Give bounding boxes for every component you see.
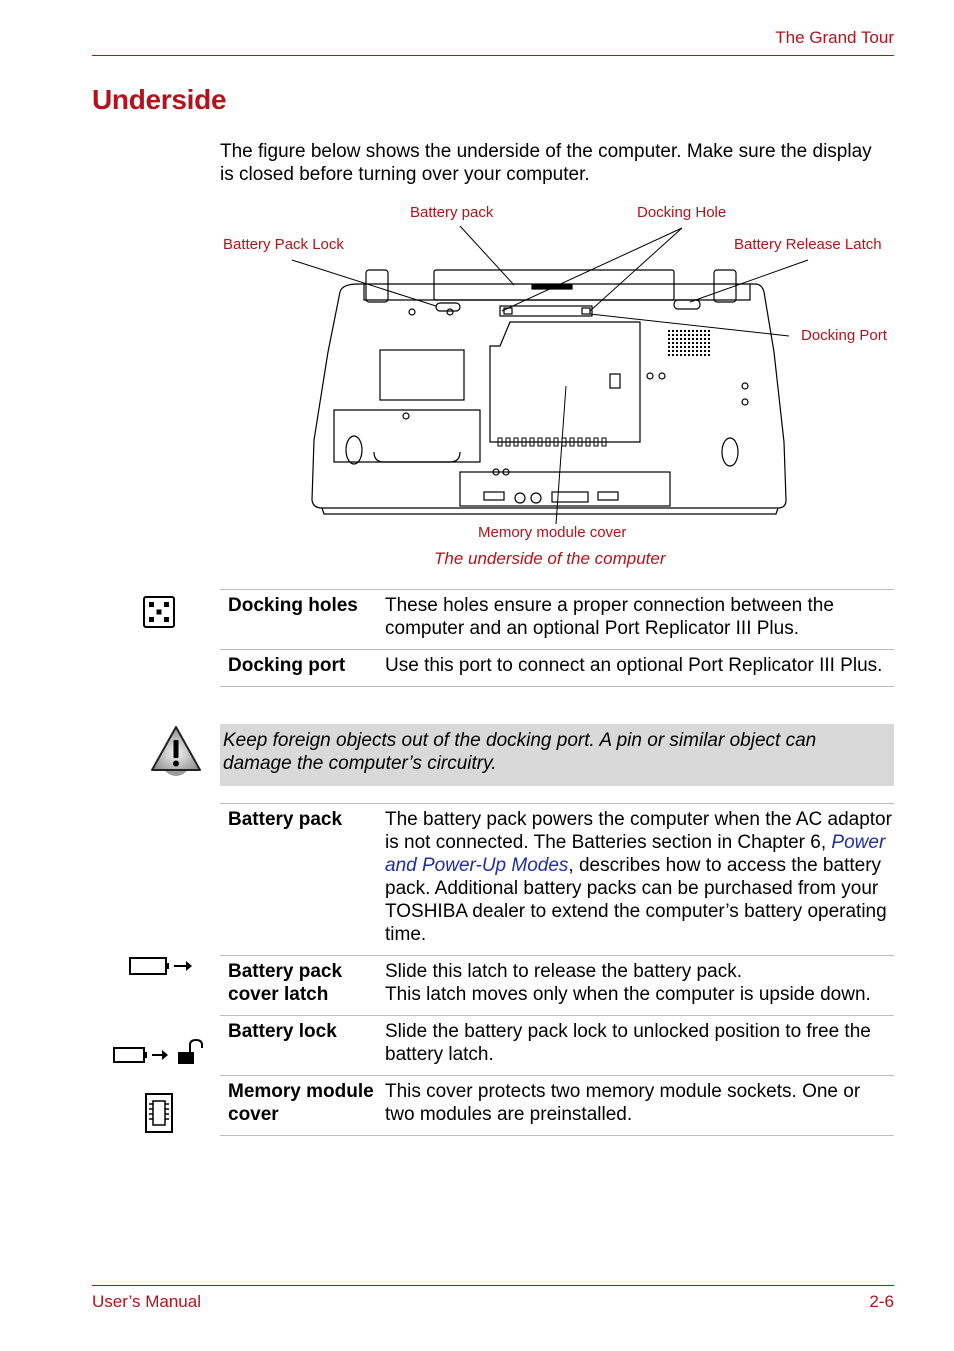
- desc-battery-pack-cover-latch: Slide this latch to release the battery pack. This latch moves only when the computer is upside down.: [385, 956, 894, 1016]
- footer-rule: [92, 1285, 894, 1286]
- battery-memory-table: [220, 803, 894, 1136]
- battery-latch-icon: [128, 955, 194, 982]
- table-row: [220, 956, 894, 1016]
- term-docking-port: Docking port: [220, 650, 385, 687]
- caution-text: Keep foreign objects out of the docking port. A pin or similar object can damage the computer’s circuitry.: [223, 730, 817, 774]
- callout-battery-release-latch: Battery Release Latch: [734, 236, 882, 253]
- docking-holes-icon: [143, 596, 175, 633]
- desc-battery-lock: Slide the battery pack lock to unlocked position to free the battery latch.: [385, 1016, 894, 1076]
- table-row: [220, 650, 894, 687]
- term-battery-lock: Battery lock: [220, 1016, 385, 1076]
- running-header: The Grand Tour: [775, 28, 894, 47]
- desc-memory-module-cover: This cover protects two memory module sockets. One or two modules are preinstalled.: [385, 1076, 894, 1136]
- intro-paragraph: The figure below shows the underside of the computer. Make sure the display is closed before turning over your computer.: [220, 141, 872, 185]
- desc-docking-port: Use this port to connect an optional Port Replicator III Plus.: [385, 650, 894, 687]
- callout-memory-module-cover: Memory module cover: [478, 524, 627, 541]
- table-row: [220, 590, 894, 650]
- callout-leaders: [0, 0, 954, 600]
- callout-battery-pack-lock: Battery Pack Lock: [223, 236, 344, 253]
- callout-battery-pack: Battery pack: [410, 204, 494, 221]
- desc-battery-pack: The battery pack powers the computer when the AC adaptor is not connected. The Batteries section in Chapter 6, Power and Power-Up Modes, describes how to access the battery pack. Additional battery packs can be purchased from your TOSHIBA dealer to extend the computer’s battery operating time.: [385, 804, 894, 956]
- table-row: [220, 1016, 894, 1076]
- footer-manual-title: User’s Manual: [92, 1292, 201, 1311]
- docking-table: [220, 589, 894, 687]
- table-row: [220, 804, 894, 956]
- callout-docking-port: Docking Port: [801, 327, 887, 344]
- page-title: Underside: [92, 84, 227, 115]
- page-number: 2-6: [869, 1292, 894, 1311]
- figure-caption: The underside of the computer: [434, 549, 666, 568]
- term-memory-module-cover: Memory module cover: [220, 1076, 385, 1136]
- caution-note: [220, 724, 894, 786]
- memory-module-icon: [145, 1093, 173, 1138]
- table-row: [220, 1076, 894, 1136]
- term-docking-holes: Docking holes: [220, 590, 385, 650]
- callout-docking-hole: Docking Hole: [637, 204, 727, 221]
- term-battery-pack: Battery pack: [220, 804, 385, 956]
- caution-triangle-icon: [150, 724, 202, 781]
- term-battery-pack-cover-latch: Battery pack cover latch: [220, 956, 385, 1016]
- battery-unlock-icon: [112, 1038, 206, 1071]
- desc-docking-holes: These holes ensure a proper connection between the computer and an optional Port Replicator III Plus.: [385, 590, 894, 650]
- power-modes-link[interactable]: Power and Power-Up Modes: [385, 832, 886, 876]
